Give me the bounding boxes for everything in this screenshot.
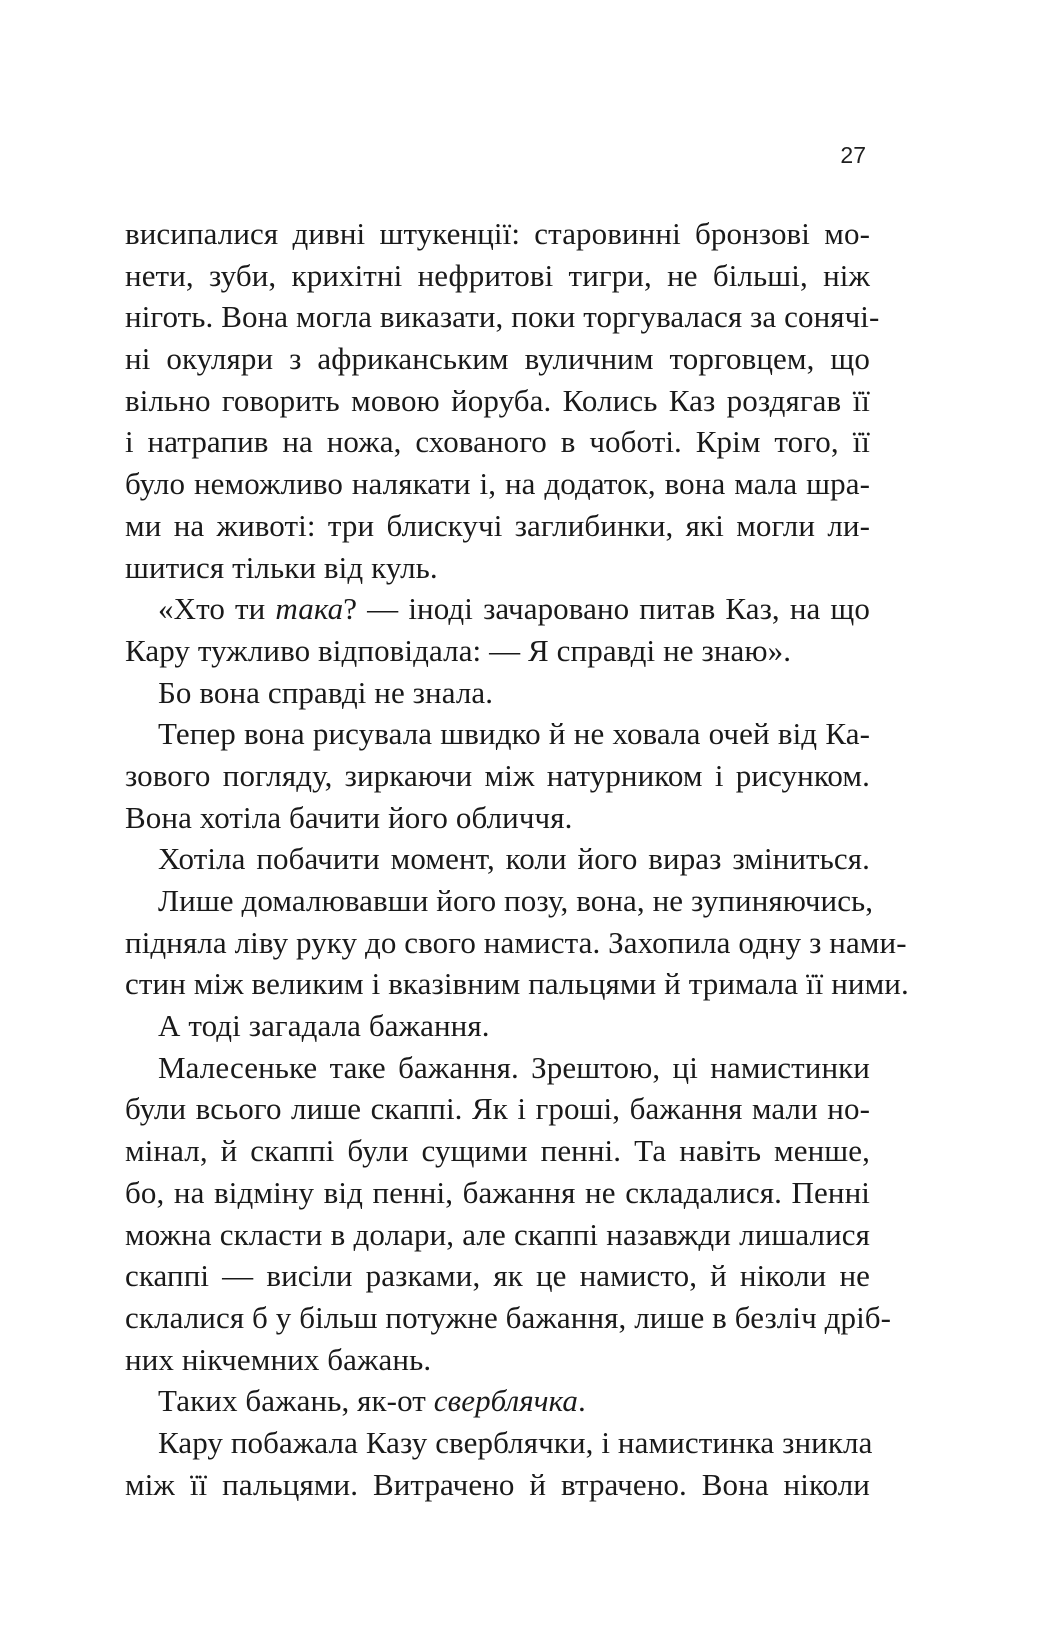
text-line: вільно говорить мовою йоруба. Колись Каз роздягав її: [125, 382, 870, 418]
text-line: мінал, й скаппі були сущими пенні. Та навіть менше,: [125, 1133, 870, 1169]
text-line: Кару побажала Казу сверблячки, і намистинка зникла: [158, 1424, 873, 1460]
text-line: Малесеньке таке бажання. Зрештою, ці намистинки: [158, 1049, 870, 1085]
text-line: ми на животі: три блискучі заглибинки, які могли ли-: [125, 507, 870, 543]
text-line: [125, 1380, 870, 1422]
text-line: ні окуляри з африканським вуличним торговцем, що: [125, 341, 870, 377]
text-line: були всього лише скаппі. Як і гроші, бажання мали но-: [125, 1091, 870, 1127]
text-line: Тепер вона рисувала швидко й не ховала очей від Ка-: [158, 716, 870, 752]
text-segment: .: [578, 1383, 586, 1419]
text-line: шитися тільки від куль.: [125, 549, 438, 585]
text-line: склалися б у більш потужне бажання, лише в безліч дріб-: [125, 1299, 892, 1335]
text-line: і натрапив на ножа, схованого в чоботі. Крім того, її: [125, 424, 870, 460]
text-line: Бо вона справді не знала.: [158, 674, 494, 710]
text-segment: Таких бажань, як-от: [158, 1383, 434, 1419]
italic-text: така: [275, 591, 344, 627]
text-segment: «Хто ти: [158, 591, 276, 627]
text-line: [125, 588, 870, 630]
text-segment: ? — іноді зачаровано питав Каз, на що: [343, 591, 870, 627]
text-line: ніготь. Вона могла виказати, поки торгувалася за сонячі-: [125, 299, 880, 335]
text-line: можна скласти в долари, але скаппі назавжди лишалися: [125, 1216, 870, 1252]
text-line: між її пальцями. Витрачено й втрачено. Вона ніколи: [125, 1466, 870, 1502]
text-line: Вона хотіла бачити його обличчя.: [125, 799, 573, 835]
text-line: скаппі — висіли разками, як це намисто, й ніколи не: [125, 1258, 870, 1294]
text-line: бо, на відміну від пенні, бажання не складалися. Пенні: [125, 1174, 870, 1210]
text-line: підняла ліву руку до свого намиста. Захопила одну з нами-: [125, 924, 907, 960]
text-line: було неможливо налякати і, на додаток, вона мала шра-: [125, 466, 870, 502]
italic-text: сверблячка: [433, 1383, 579, 1419]
text-line: них нікчемних бажань.: [125, 1341, 432, 1377]
body-text: [125, 213, 909, 1505]
text-line: зового погляду, зиркаючи між натурником і рисунком.: [125, 757, 870, 793]
text-line: Хотіла побачити момент, коли його вираз зміниться.: [158, 841, 870, 877]
text-line: стин між великим і вказівним пальцями й тримала її ними.: [125, 966, 909, 1002]
text-line: Кару тужливо відповідала: — Я справді не знаю».: [125, 632, 792, 668]
text-line: А тоді загадала бажання.: [158, 1008, 490, 1044]
page-number: 27: [840, 142, 866, 168]
text-line: висипалися дивні штукенції: старовинні бронзові мо-: [125, 216, 870, 251]
text-line: нети, зуби, крихітні нефритові тигри, не більші, ніж: [125, 257, 870, 293]
text-line: Лише домалювавши його позу, вона, не зупиняючись,: [158, 883, 874, 918]
